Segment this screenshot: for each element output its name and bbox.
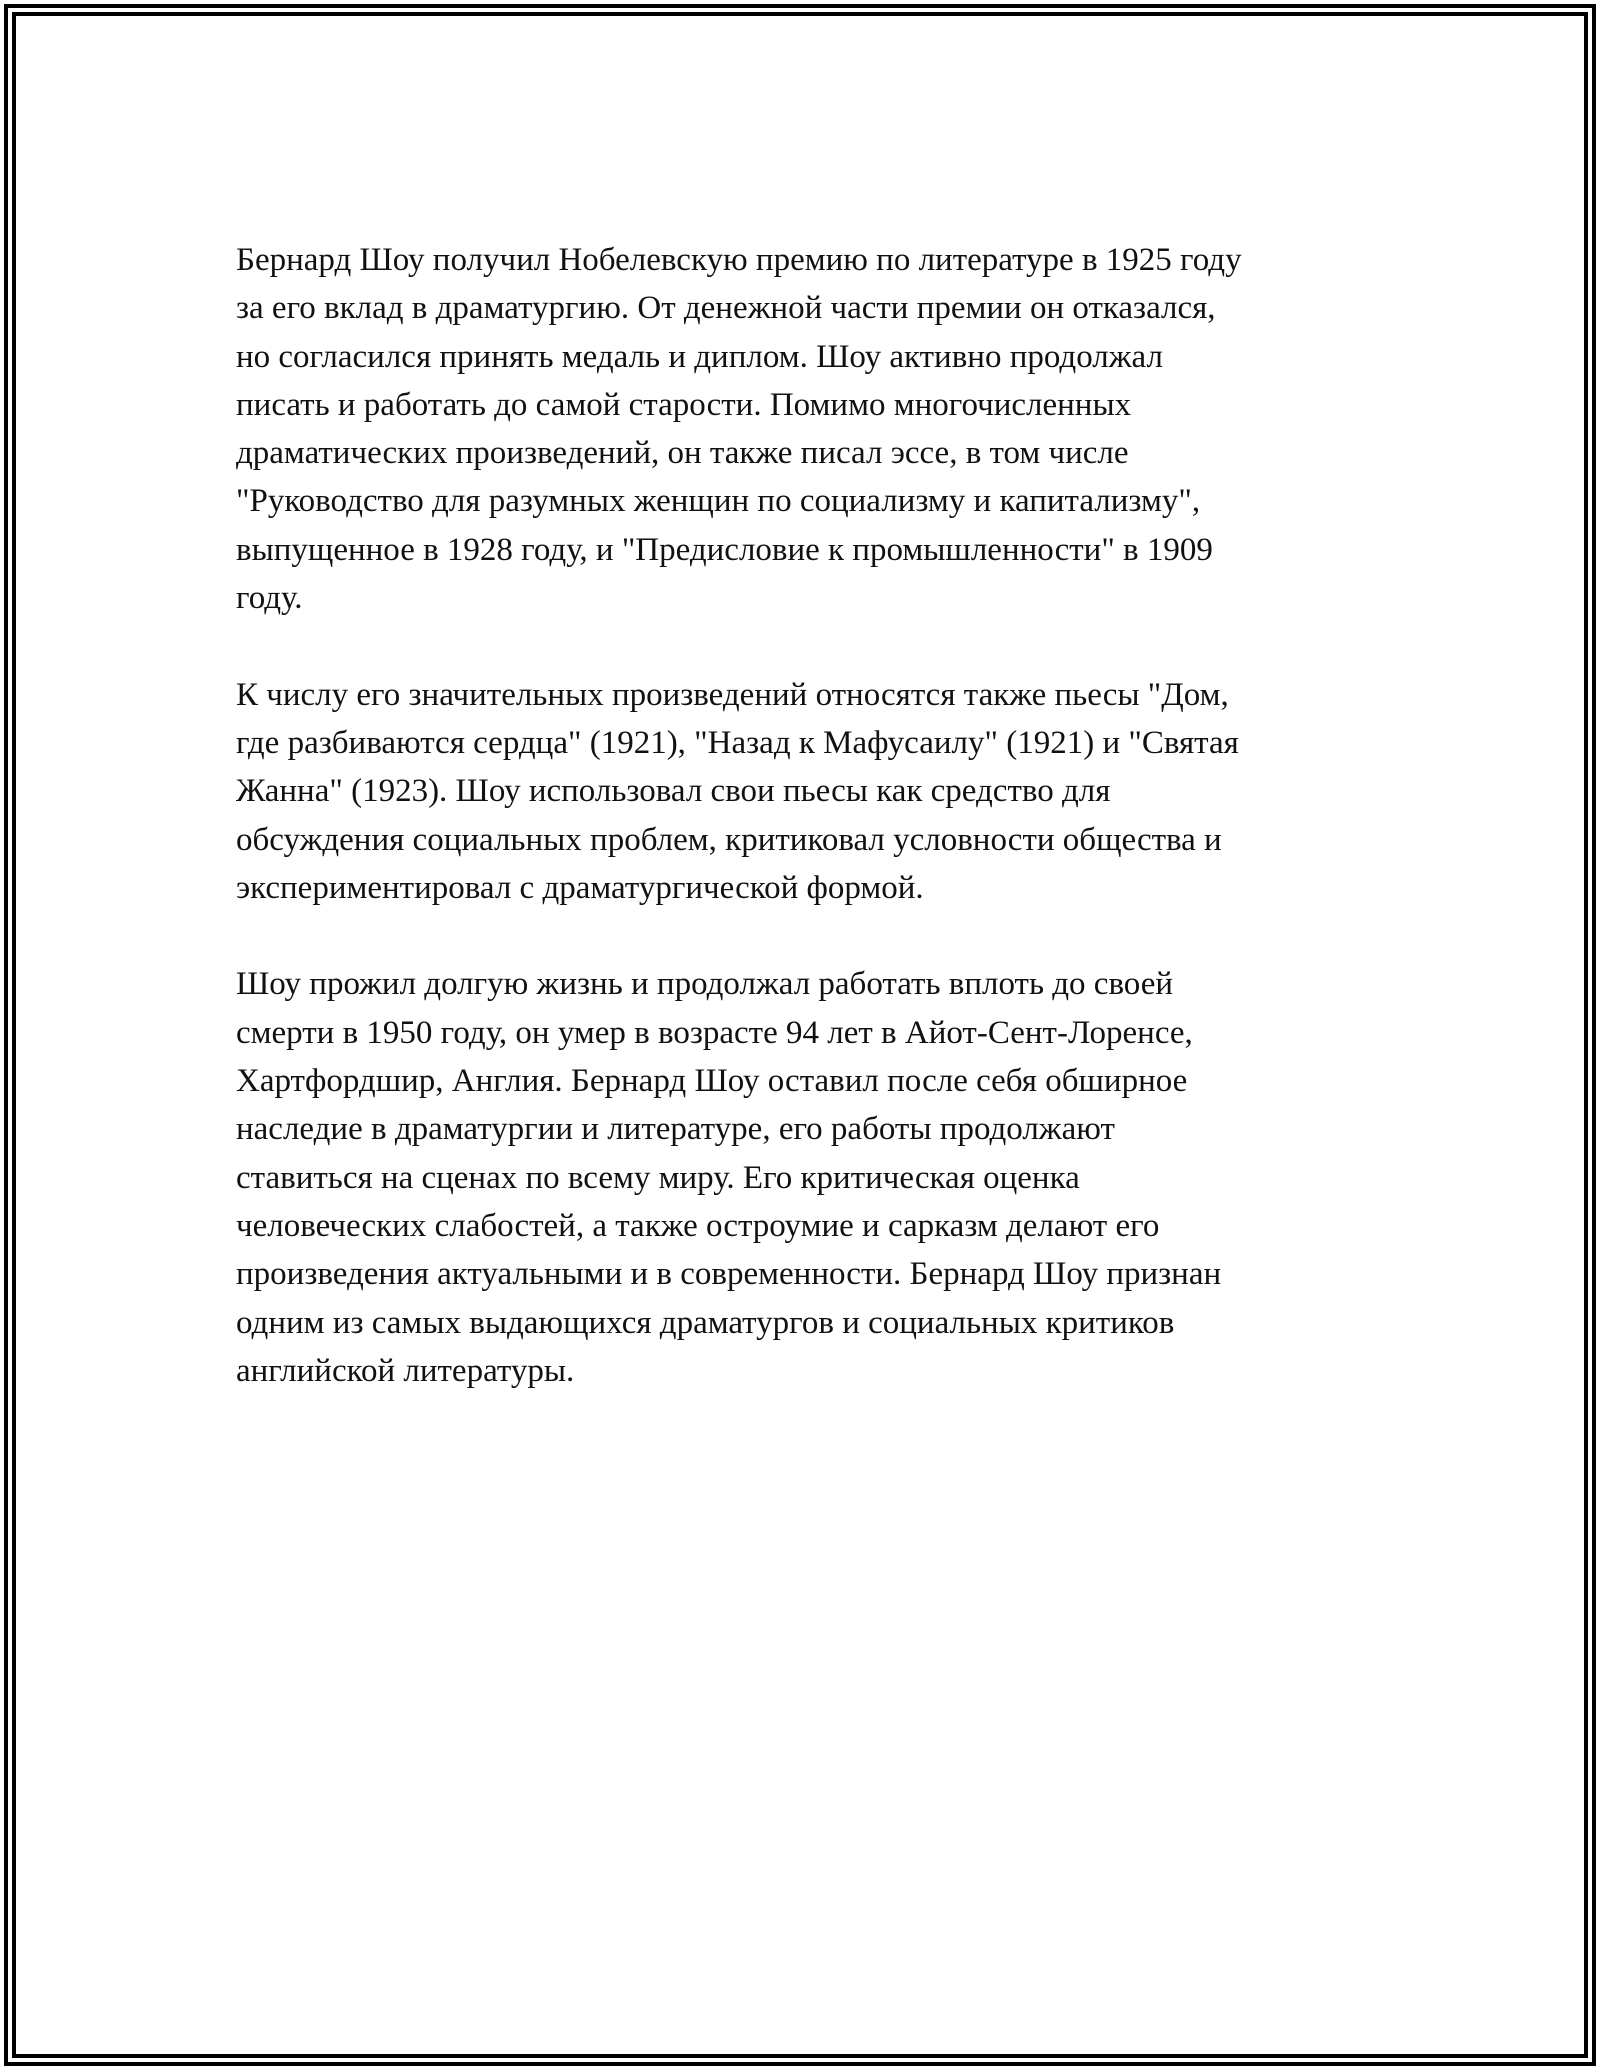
- document-body: [236, 236, 1376, 1395]
- paragraph-life-and-legacy: Шоу прожил долгую жизнь и продолжал работать вплоть до своей смерти в 1950 году, он умер в возрасте 94 лет в Айот-Сент-Лоренсе, Хартфордшир, Англия. Бернард Шоу оставил после себя обширное наследие в драматургии и литературе, его работы продолжают ставиться на сценах по всему миру. Его критическая оценка человеческих слабостей, а также остроумие и сарказм делают его произведения актуальными и в современности. Бернард Шоу признан одним из самых выдающихся драматургов и социальных критиков английской литературы.: [236, 966, 1222, 1389]
- paragraph-major-works: К числу его значительных произведений относятся также пьесы "Дом, где разбиваются сердца" (1921), "Назад к Мафусаилу" (1921) и "Святая Жанна" (1923). Шоу использовал свои пьесы как средство для обсуждения социальных проблем, критиковал условности общества и экспериментировал с драматургической формой.: [236, 676, 1239, 906]
- paragraph-nobel-prize: Бернард Шоу получил Нобелевскую премию по литературе в 1925 году за его вклад в драматургию. От денежной части премии он отказался, но согласился принять медаль и диплом. Шоу активно продолжал писать и работать до самой старости. Помимо многочисленных драматических произведений, он также писал эссе, в том числе "Руководство для разумных женщин по социализму и капитализму", выпущенное в 1928 году, и "Предисловие к промышленности" в 1909 году.: [236, 242, 1242, 617]
